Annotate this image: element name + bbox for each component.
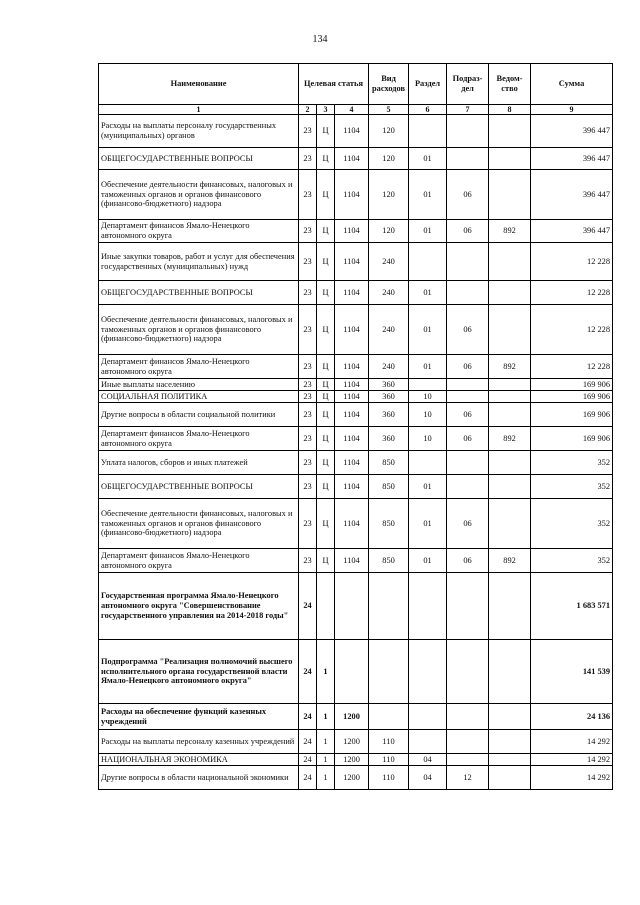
row-section: 01	[409, 305, 447, 355]
row-sum: 396 447	[531, 115, 613, 148]
row-sum: 396 447	[531, 220, 613, 243]
row-sum: 396 447	[531, 148, 613, 170]
row-target-code	[335, 640, 369, 704]
row-sum: 12 228	[531, 243, 613, 281]
row-section: 01	[409, 281, 447, 305]
row-target-subprogram: 1	[317, 730, 335, 754]
row-target-program: 24	[299, 766, 317, 790]
row-target-code: 1104	[335, 403, 369, 427]
row-section: 10	[409, 403, 447, 427]
row-subsection	[447, 115, 489, 148]
column-number: 2	[299, 105, 317, 115]
column-number: 1	[99, 105, 299, 115]
table-row	[99, 549, 613, 573]
row-name: Другие вопросы в области национальной экономики	[99, 766, 299, 790]
row-section: 01	[409, 475, 447, 499]
row-expense-type: 120	[369, 220, 409, 243]
row-sum: 14 292	[531, 730, 613, 754]
row-target-code: 1200	[335, 704, 369, 730]
row-sum: 352	[531, 451, 613, 475]
row-section	[409, 451, 447, 475]
row-expense-type: 360	[369, 391, 409, 403]
row-department: 892	[489, 220, 531, 243]
table-row	[99, 499, 613, 549]
row-name: Расходы на выплаты персоналу государственных (муниципальных) органов	[99, 115, 299, 148]
row-department	[489, 754, 531, 766]
row-target-program: 23	[299, 281, 317, 305]
row-target-subprogram: Ц	[317, 148, 335, 170]
row-target-code: 1104	[335, 281, 369, 305]
row-target-program: 23	[299, 379, 317, 391]
row-subsection: 06	[447, 355, 489, 379]
row-target-code: 1104	[335, 549, 369, 573]
table-row	[99, 730, 613, 754]
header-sum: Сумма	[531, 64, 613, 105]
row-target-code: 1200	[335, 766, 369, 790]
row-subsection	[447, 640, 489, 704]
row-sum: 169 906	[531, 427, 613, 451]
row-subsection	[447, 451, 489, 475]
table-row	[99, 281, 613, 305]
row-target-subprogram: Ц	[317, 427, 335, 451]
row-expense-type: 850	[369, 499, 409, 549]
row-subsection: 06	[447, 499, 489, 549]
row-target-subprogram: Ц	[317, 220, 335, 243]
row-sum: 14 292	[531, 766, 613, 790]
row-target-program: 24	[299, 704, 317, 730]
column-number: 9	[531, 105, 613, 115]
row-target-program: 24	[299, 754, 317, 766]
row-department: 892	[489, 549, 531, 573]
row-subsection	[447, 730, 489, 754]
row-sum: 169 906	[531, 403, 613, 427]
row-section: 01	[409, 499, 447, 549]
row-expense-type: 110	[369, 754, 409, 766]
row-subsection	[447, 391, 489, 403]
row-name: Департамент финансов Ямало-Ненецкого автономного округа	[99, 355, 299, 379]
row-expense-type: 110	[369, 766, 409, 790]
row-name: Департамент финансов Ямало-Ненецкого автономного округа	[99, 549, 299, 573]
row-sum: 352	[531, 499, 613, 549]
header-subsection: Подраз-дел	[447, 64, 489, 105]
row-sum: 352	[531, 475, 613, 499]
row-department: 892	[489, 427, 531, 451]
row-expense-type	[369, 573, 409, 640]
row-target-program: 23	[299, 549, 317, 573]
row-name: ОБЩЕГОСУДАРСТВЕННЫЕ ВОПРОСЫ	[99, 475, 299, 499]
row-target-code: 1104	[335, 451, 369, 475]
row-target-subprogram: Ц	[317, 379, 335, 391]
row-subsection	[447, 243, 489, 281]
row-department	[489, 281, 531, 305]
row-target-program: 23	[299, 355, 317, 379]
row-target-subprogram: Ц	[317, 499, 335, 549]
row-sum: 352	[531, 549, 613, 573]
row-subsection	[447, 379, 489, 391]
row-subsection	[447, 475, 489, 499]
row-department	[489, 379, 531, 391]
row-target-subprogram: Ц	[317, 243, 335, 281]
row-subsection: 06	[447, 549, 489, 573]
row-name: Уплата налогов, сборов и иных платежей	[99, 451, 299, 475]
row-name: Расходы на выплаты персоналу казенных учреждений	[99, 730, 299, 754]
table-row	[99, 704, 613, 730]
row-target-subprogram: 1	[317, 754, 335, 766]
row-target-code: 1200	[335, 754, 369, 766]
row-name: Обеспечение деятельности финансовых, налоговых и таможенных органов и органов финансового (финансово-бюджетного) надзора	[99, 499, 299, 549]
row-target-subprogram: Ц	[317, 391, 335, 403]
row-subsection: 06	[447, 170, 489, 220]
row-expense-type: 120	[369, 170, 409, 220]
row-department	[489, 475, 531, 499]
row-section	[409, 379, 447, 391]
row-target-subprogram: Ц	[317, 403, 335, 427]
row-sum: 12 228	[531, 305, 613, 355]
row-target-program: 23	[299, 305, 317, 355]
row-expense-type: 240	[369, 355, 409, 379]
row-subsection: 06	[447, 305, 489, 355]
row-target-program: 23	[299, 115, 317, 148]
row-name: ОБЩЕГОСУДАРСТВЕННЫЕ ВОПРОСЫ	[99, 281, 299, 305]
row-subsection	[447, 754, 489, 766]
row-section	[409, 573, 447, 640]
row-sum: 24 136	[531, 704, 613, 730]
table-row	[99, 355, 613, 379]
table-row	[99, 427, 613, 451]
row-target-subprogram: Ц	[317, 305, 335, 355]
row-name: Иные закупки товаров, работ и услуг для обеспечения государственных (муниципальных) нужд	[99, 243, 299, 281]
row-target-program: 23	[299, 403, 317, 427]
table-row	[99, 475, 613, 499]
row-department	[489, 115, 531, 148]
row-section	[409, 243, 447, 281]
row-expense-type: 850	[369, 549, 409, 573]
row-sum: 169 906	[531, 391, 613, 403]
row-section: 01	[409, 549, 447, 573]
table-row	[99, 451, 613, 475]
row-target-subprogram: Ц	[317, 115, 335, 148]
row-name: Департамент финансов Ямало-Ненецкого автономного округа	[99, 220, 299, 243]
table-row	[99, 115, 613, 148]
row-target-subprogram: Ц	[317, 170, 335, 220]
row-expense-type: 120	[369, 148, 409, 170]
row-section: 04	[409, 766, 447, 790]
row-department	[489, 148, 531, 170]
row-target-program: 24	[299, 640, 317, 704]
row-expense-type	[369, 704, 409, 730]
row-target-code: 1104	[335, 379, 369, 391]
row-expense-type: 360	[369, 379, 409, 391]
row-name: Подпрограмма "Реализация полномочий высшего исполнительного органа государственной власти Ямало-Ненецкого автономного округа"	[99, 640, 299, 704]
row-target-program: 24	[299, 730, 317, 754]
row-section	[409, 115, 447, 148]
column-number: 5	[369, 105, 409, 115]
row-section	[409, 704, 447, 730]
row-sum: 12 228	[531, 281, 613, 305]
row-department	[489, 243, 531, 281]
column-number: 4	[335, 105, 369, 115]
row-department	[489, 391, 531, 403]
row-target-code: 1104	[335, 148, 369, 170]
row-sum: 14 292	[531, 754, 613, 766]
row-expense-type	[369, 640, 409, 704]
row-subsection	[447, 281, 489, 305]
header-section: Раздел	[409, 64, 447, 105]
header-name: Наименование	[99, 64, 299, 105]
row-target-subprogram: 1	[317, 704, 335, 730]
row-section: 01	[409, 355, 447, 379]
header-department: Ведом-ство	[489, 64, 531, 105]
row-subsection	[447, 148, 489, 170]
row-target-code: 1104	[335, 427, 369, 451]
table-row	[99, 391, 613, 403]
row-target-program: 23	[299, 475, 317, 499]
row-target-code: 1104	[335, 220, 369, 243]
row-target-subprogram: Ц	[317, 475, 335, 499]
row-department	[489, 451, 531, 475]
row-name: НАЦИОНАЛЬНАЯ ЭКОНОМИКА	[99, 754, 299, 766]
row-expense-type: 360	[369, 427, 409, 451]
row-department	[489, 640, 531, 704]
row-sum: 1 683 571	[531, 573, 613, 640]
row-target-code: 1104	[335, 305, 369, 355]
row-expense-type: 850	[369, 475, 409, 499]
row-target-subprogram: Ц	[317, 355, 335, 379]
column-number: 6	[409, 105, 447, 115]
table-row	[99, 148, 613, 170]
row-target-code: 1104	[335, 391, 369, 403]
row-name: СОЦИАЛЬНАЯ ПОЛИТИКА	[99, 391, 299, 403]
row-name: Департамент финансов Ямало-Ненецкого автономного округа	[99, 427, 299, 451]
column-number: 3	[317, 105, 335, 115]
header-target: Целевая статья	[299, 64, 369, 105]
row-department	[489, 704, 531, 730]
row-target-code: 1104	[335, 243, 369, 281]
table-row	[99, 403, 613, 427]
row-section: 01	[409, 148, 447, 170]
table-row	[99, 379, 613, 391]
row-expense-type: 360	[369, 403, 409, 427]
row-target-subprogram: 1	[317, 766, 335, 790]
row-target-program: 23	[299, 391, 317, 403]
row-target-program: 23	[299, 451, 317, 475]
row-target-subprogram	[317, 573, 335, 640]
row-section: 01	[409, 170, 447, 220]
row-department	[489, 766, 531, 790]
row-department	[489, 403, 531, 427]
row-section	[409, 640, 447, 704]
row-target-code: 1200	[335, 730, 369, 754]
row-target-program: 23	[299, 427, 317, 451]
row-target-code: 1104	[335, 170, 369, 220]
row-section: 04	[409, 754, 447, 766]
row-name: Обеспечение деятельности финансовых, налоговых и таможенных органов и органов финансового (финансово-бюджетного) надзора	[99, 170, 299, 220]
row-sum: 12 228	[531, 355, 613, 379]
row-expense-type: 240	[369, 305, 409, 355]
row-target-program: 23	[299, 148, 317, 170]
table-row	[99, 220, 613, 243]
row-sum: 141 539	[531, 640, 613, 704]
row-department	[489, 730, 531, 754]
row-subsection: 12	[447, 766, 489, 790]
row-target-program: 24	[299, 573, 317, 640]
row-subsection: 06	[447, 427, 489, 451]
row-department	[489, 170, 531, 220]
row-name: Обеспечение деятельности финансовых, налоговых и таможенных органов и органов финансового (финансово-бюджетного) надзора	[99, 305, 299, 355]
row-target-code: 1104	[335, 499, 369, 549]
row-target-subprogram: 1	[317, 640, 335, 704]
table-header-row	[99, 64, 613, 105]
row-name: Государственная программа Ямало-Ненецкого автономного округа "Совершенствование государственного управления на 2014-2018 годы"	[99, 573, 299, 640]
row-section: 10	[409, 391, 447, 403]
row-target-code: 1104	[335, 475, 369, 499]
table-row	[99, 754, 613, 766]
row-sum: 169 906	[531, 379, 613, 391]
column-number-row	[99, 105, 613, 115]
table-row	[99, 573, 613, 640]
row-target-program: 23	[299, 243, 317, 281]
row-expense-type: 240	[369, 243, 409, 281]
row-expense-type: 240	[369, 281, 409, 305]
column-number: 8	[489, 105, 531, 115]
row-expense-type: 120	[369, 115, 409, 148]
row-target-subprogram: Ц	[317, 549, 335, 573]
row-section: 01	[409, 220, 447, 243]
row-name: Иные выплаты населению	[99, 379, 299, 391]
table-row	[99, 640, 613, 704]
row-section: 10	[409, 427, 447, 451]
row-target-program: 23	[299, 499, 317, 549]
table-row	[99, 766, 613, 790]
header-expense-type: Вид расходов	[369, 64, 409, 105]
table-row	[99, 170, 613, 220]
row-section	[409, 730, 447, 754]
table-row	[99, 243, 613, 281]
row-subsection: 06	[447, 220, 489, 243]
row-department	[489, 499, 531, 549]
row-subsection	[447, 573, 489, 640]
row-target-code: 1104	[335, 115, 369, 148]
row-department	[489, 573, 531, 640]
page-number: 134	[312, 34, 328, 45]
row-expense-type: 110	[369, 730, 409, 754]
row-target-program: 23	[299, 220, 317, 243]
row-expense-type: 850	[369, 451, 409, 475]
row-target-program: 23	[299, 170, 317, 220]
row-department: 892	[489, 355, 531, 379]
row-target-subprogram: Ц	[317, 451, 335, 475]
row-subsection	[447, 704, 489, 730]
row-subsection: 06	[447, 403, 489, 427]
row-name: Другие вопросы в области социальной политики	[99, 403, 299, 427]
table-row	[99, 305, 613, 355]
row-name: Расходы на обеспечение функций казенных учреждений	[99, 704, 299, 730]
row-sum: 396 447	[531, 170, 613, 220]
row-target-code	[335, 573, 369, 640]
column-number: 7	[447, 105, 489, 115]
row-target-subprogram: Ц	[317, 281, 335, 305]
row-target-code: 1104	[335, 355, 369, 379]
row-name: ОБЩЕГОСУДАРСТВЕННЫЕ ВОПРОСЫ	[99, 148, 299, 170]
row-department	[489, 305, 531, 355]
budget-table	[98, 63, 613, 790]
